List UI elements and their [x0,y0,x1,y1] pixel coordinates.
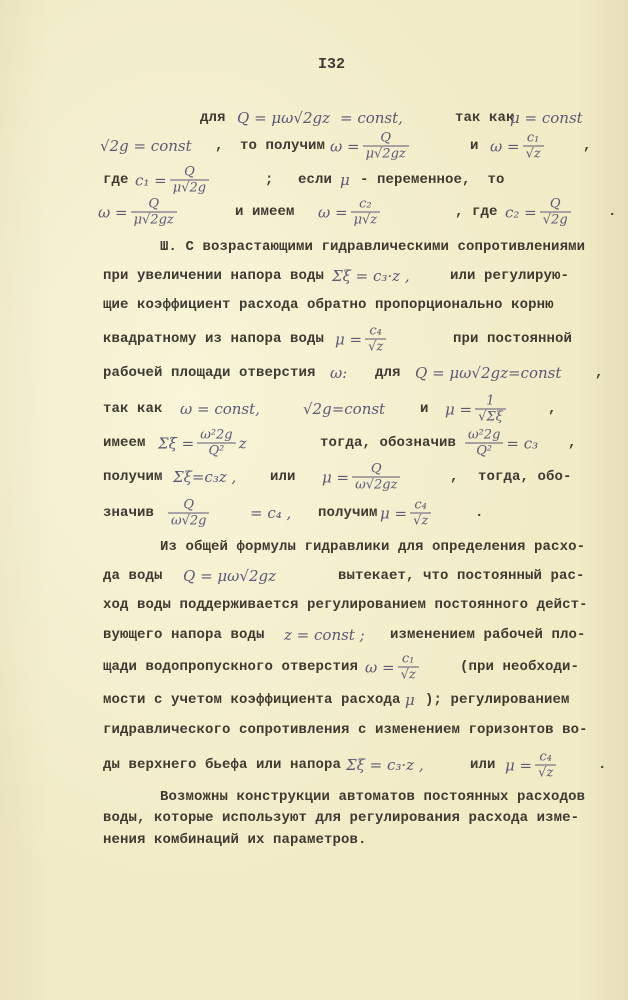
numerator: Q [183,497,195,513]
fraction [365,324,386,355]
formula-lhs: ω = [330,137,360,155]
typed-text: - переменное, то [360,172,505,188]
typed-text: воды, которые используют для регулирования расхода изме- [103,810,580,826]
typed-text: рабочей площади отверстия [103,365,316,381]
numerator: c₄ [369,323,382,339]
fraction [352,462,400,493]
fraction-formula [322,462,403,493]
typed-text: ; [265,172,274,188]
fraction-formula [380,498,434,529]
fraction-formula [445,394,509,425]
typed-text: , [548,401,557,417]
formula-lhs: ω = [365,658,395,676]
typed-text: и имеем [235,204,295,220]
handwritten-formula: = const, [340,109,403,127]
fraction-formula [135,165,212,196]
typed-text: тогда, обо- [478,469,572,485]
typed-text: ход воды поддерживается регулированием постоянного дейст- [103,597,588,613]
numerator: Q [370,461,382,477]
numerator: ω²2g [468,427,501,443]
denominator: Q² [208,443,225,459]
formula-lhs: μ = [380,504,408,522]
typed-text: щади водопропускного отверстия [103,659,359,675]
handwritten-formula: √2g=const [303,400,386,418]
numerator: ω²2g [200,427,233,443]
typed-text: где [103,172,129,188]
page-number: I32 [318,56,346,73]
denominator: μ√2gz [365,146,406,162]
numerator: c₂ [359,196,372,212]
formula-lhs: c₁ = [135,171,167,189]
typed-text: вытекает, что постоянный рас- [338,568,585,584]
denominator: √z [368,339,384,355]
numerator: c₁ [401,651,415,667]
fraction [523,131,544,162]
typed-text: получим [318,505,378,521]
fraction-formula [330,131,412,162]
denominator: √z [413,513,429,529]
typed-text: при увеличении напора воды [103,268,325,284]
typed-text: мости с учетом коэффициента расхода [103,692,401,708]
typed-text: . [608,204,617,220]
numerator: 1 [486,393,495,409]
denominator: μ√z [353,212,378,228]
handwritten-formula: √2g = const [100,137,192,155]
handwritten-formula: = c₄ , [250,504,292,522]
typed-text: Возможны конструкции автоматов постоянных расходов [160,789,586,805]
fraction [351,197,381,228]
typed-text: если [298,172,333,188]
fraction-formula [158,428,247,459]
typed-text: изменением рабочей пло- [390,627,586,643]
typed-text: так как [103,401,163,417]
numerator: c₄ [414,497,427,513]
formula-lhs: μ = [505,756,533,774]
typed-text: ); регулированием [425,692,570,708]
formula-lhs: Σξ = [158,434,195,452]
typed-text: квадратному из напора воды [103,331,325,347]
typed-text: Из общей формулы гидравлики для определения расхо- [160,539,586,555]
denominator: Q² [476,443,493,459]
denominator: ω√2g [171,513,207,529]
fraction [535,750,556,781]
handwritten-formula: ω = const, [180,400,260,418]
fraction-formula [490,131,547,162]
formula-rhs: z [238,434,247,452]
denominator: μ√2g [172,180,207,196]
denominator: √z [400,667,416,683]
denominator: ω√2gz [355,477,398,493]
fraction-formula [98,197,180,228]
denominator: √z [525,146,541,162]
formula-rhs: = c₃ [506,434,539,452]
fraction-formula [505,750,559,781]
typed-text: , где [455,204,498,220]
fraction [197,428,235,459]
typed-text: тогда, обозначив [320,435,457,451]
typed-text: получим [103,469,163,485]
handwritten-formula: μ = const [510,109,583,127]
typed-text: для [200,110,226,126]
typed-text: нения комбинаций их параметров. [103,832,367,848]
typed-text: имеем [103,435,146,451]
typed-text: или регулирую- [450,268,570,284]
formula-lhs: ω = [98,203,128,221]
typed-text: или [270,469,296,485]
formula-lhs: μ = [322,468,350,486]
typed-text: и [470,138,479,154]
fraction [540,197,571,228]
typed-text: так как [455,110,515,126]
typed-text: или [470,757,496,773]
fraction [465,428,503,459]
handwritten-formula: z = const ; [284,626,365,644]
typed-text: (при необходи- [460,659,580,675]
fraction-formula [165,498,212,529]
handwritten-formula: Σξ=c₃z , [173,468,237,486]
typed-text: . [475,505,484,521]
formula-lhs: μ = [335,330,363,348]
numerator: Q [184,164,195,180]
formula-lhs: ω = [490,137,520,155]
denominator: √z [538,765,554,781]
typed-text: значив [103,505,155,521]
fraction [131,197,177,228]
denominator: √Σξ [478,409,503,425]
fraction-formula [318,197,383,228]
fraction-formula [462,428,538,459]
fraction [363,131,409,162]
typed-text: Ш. С возрастающими гидравлическими сопротивлениями [160,239,586,255]
handwritten-formula: Σξ = c₃·z , [346,756,424,774]
fraction [475,394,506,425]
fraction-formula [365,652,422,683]
typed-text: и [420,401,429,417]
fraction-formula [335,324,389,355]
typed-text: ды верхнего бьефа или напора [103,757,342,773]
handwritten-formula: μ [340,171,350,189]
fraction [168,498,209,529]
typed-text: , [215,138,224,154]
numerator: Q [380,130,391,146]
denominator: √2g [542,212,568,228]
denominator: μ√2gz [133,212,174,228]
typed-text: да воды [103,568,163,584]
typed-text: то получим [240,138,326,154]
formula-lhs: μ = [445,400,473,418]
typed-text: , [568,435,577,451]
handwritten-formula: Q = μω√2gz [237,109,330,127]
fraction [398,652,419,683]
handwritten-formula: μ [405,691,415,709]
numerator: c₄ [539,749,552,765]
formula-lhs: c₂ = [505,203,537,221]
typed-text: гидравлического сопротивления с изменением горизонтов во- [103,722,588,738]
handwritten-formula: Q = μω√2gz=const [415,364,562,382]
numerator: Q [549,196,561,212]
typed-text: для [375,365,401,381]
numerator: Q [148,196,159,212]
typed-text: , [583,138,592,154]
formula-lhs: ω = [318,203,348,221]
numerator: c₁ [526,130,540,146]
typed-text: . [598,757,607,773]
handwritten-formula: Q = μω√2gz [183,567,276,585]
fraction-formula [505,197,574,228]
fraction [410,498,431,529]
fraction [170,165,209,196]
typed-text: , [595,365,604,381]
typed-text: щие коэффициент расхода обратно пропорционально корню [103,297,554,313]
typed-text: вующего напора воды [103,627,265,643]
handwritten-formula: ω: [330,364,348,382]
typed-text: , [450,469,459,485]
handwritten-formula: Σξ = c₃·z , [332,267,410,285]
typed-text: при постоянной [453,331,573,347]
